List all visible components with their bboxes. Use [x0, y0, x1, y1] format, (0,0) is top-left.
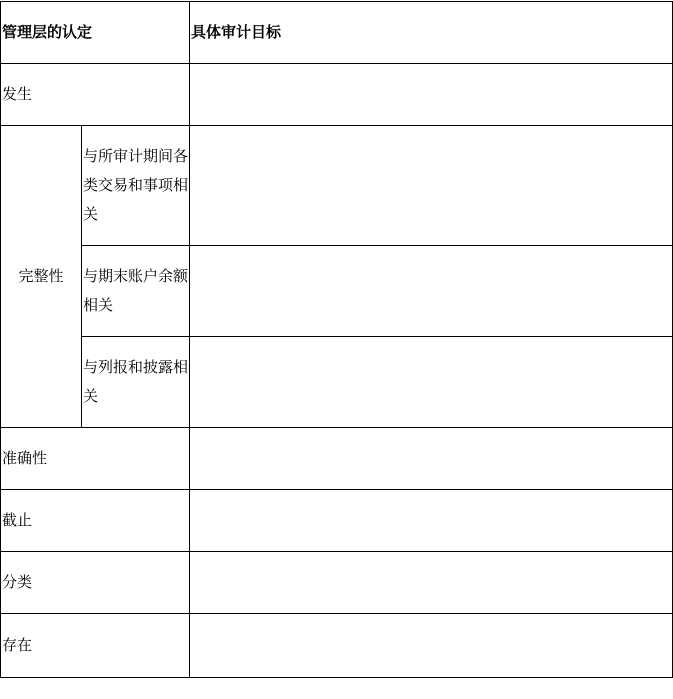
completeness-sub-transactions: 与所审计期间各类交易和事项相关: [82, 126, 190, 246]
table-row: [1, 337, 673, 428]
assertion-completeness: 完整性: [1, 126, 82, 428]
completeness-sub-balances: 与期末账户余额相关: [82, 246, 190, 337]
assertion-occurrence: 发生: [1, 64, 190, 126]
assertion-existence: 存在: [1, 614, 190, 678]
assertion-cutoff: 截止: [1, 490, 190, 552]
objective-cell: [190, 490, 673, 552]
objective-cell: [190, 126, 673, 246]
objective-cell: [190, 428, 673, 490]
assertion-table: [0, 1, 673, 678]
assertion-classification: 分类: [1, 552, 190, 614]
table-row: [1, 126, 673, 246]
header-row: [1, 2, 673, 64]
objective-cell: [190, 552, 673, 614]
header-assertion: 管理层的认定: [1, 2, 190, 64]
objective-cell: [190, 337, 673, 428]
completeness-sub-disclosure: 与列报和披露相关: [82, 337, 190, 428]
table-row: [1, 490, 673, 552]
table-row: [1, 64, 673, 126]
header-audit-objective: 具体审计目标: [190, 2, 673, 64]
assertion-accuracy: 准确性: [1, 428, 190, 490]
table-row: [1, 552, 673, 614]
objective-cell: [190, 614, 673, 678]
table-row: [1, 428, 673, 490]
objective-cell: [190, 64, 673, 126]
objective-cell: [190, 246, 673, 337]
table-row: [1, 246, 673, 337]
table-row: [1, 614, 673, 678]
